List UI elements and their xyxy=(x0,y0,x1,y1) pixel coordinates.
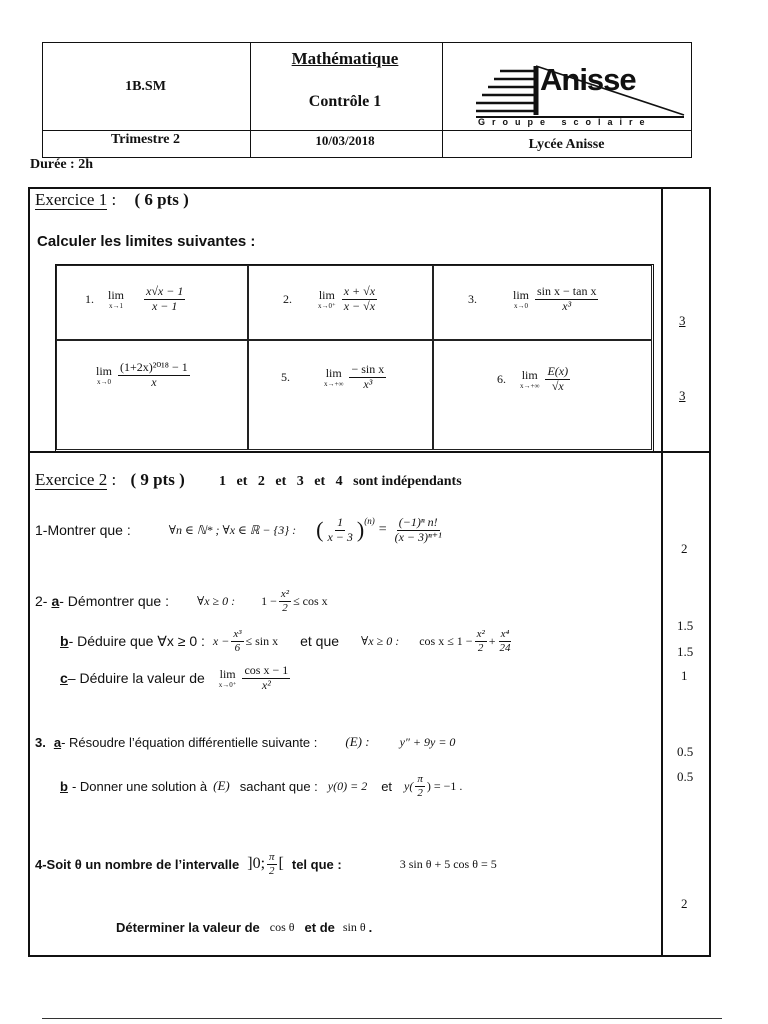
exercise-2-colon: : xyxy=(111,470,117,489)
math-text: y( xyxy=(404,778,414,793)
question-4-text: 4-Soit θ un nombre de l’intervalle xyxy=(35,856,240,872)
math-text: ≤ cos x xyxy=(293,593,328,608)
limit-2 xyxy=(283,285,379,314)
fraction-denominator: x − 1 xyxy=(151,298,178,313)
question-2-number: 2- xyxy=(35,593,48,610)
fraction-numerator: x² xyxy=(280,588,290,600)
fraction-denominator: x xyxy=(151,374,157,389)
duration-label: Durée : 2h xyxy=(30,157,93,172)
fraction-numerator: E(x) xyxy=(547,364,569,378)
question-2a-letter: a xyxy=(51,593,60,610)
question-2c-text: – Déduire la valeur de xyxy=(67,670,205,687)
paren-left: ( xyxy=(316,517,324,543)
cos-theta: cos θ xyxy=(269,920,295,934)
question-2a-quantifier: ∀x ≥ 0 : xyxy=(196,593,236,608)
question-2b-text: - Déduire que ∀x ≥ 0 : xyxy=(68,632,205,649)
plus-sign: + xyxy=(488,633,496,648)
fraction-denominator: 2 xyxy=(269,864,275,877)
score-q2b: 1.5 xyxy=(677,644,694,659)
equation-label: (E) : xyxy=(345,734,370,749)
question-1-label: 1-Montrer que : xyxy=(35,522,131,539)
limit-number: 6. xyxy=(497,371,506,386)
lim-subscript: x→0 xyxy=(514,302,528,311)
lim-subscript: x→0 xyxy=(97,378,111,387)
limit-6 xyxy=(497,365,572,394)
lim-symbol: lim xyxy=(318,288,335,303)
limit-3 xyxy=(468,285,600,314)
lim-subscript: x→+∞ xyxy=(520,382,540,391)
score-q3b: 0.5 xyxy=(677,769,694,784)
fraction-numerator: π xyxy=(269,851,275,863)
fraction-denominator: √x xyxy=(551,378,564,393)
question-2b xyxy=(60,628,515,654)
math-text: cos x ≤ 1 − xyxy=(419,633,473,648)
fraction-denominator: x³ xyxy=(363,376,373,391)
equation-ref: (E) xyxy=(213,778,230,794)
exercise-1-instruction: Calculer les limites suivantes : xyxy=(37,233,256,250)
fraction-numerator: (1+2x)²⁰¹⁸ − 1 xyxy=(120,360,188,374)
question-3a xyxy=(35,734,455,750)
math-text: ≤ sin x xyxy=(245,633,279,648)
fraction-denominator: 2 xyxy=(417,786,423,799)
question-4-det-text: Déterminer la valeur de xyxy=(116,920,260,935)
exercise-1-title: Exercice 1 xyxy=(35,190,108,209)
date-label: 10/03/2018 xyxy=(315,133,375,148)
conjunction: et que xyxy=(300,633,340,650)
exercise-2-title: Exercice 2 xyxy=(35,470,108,489)
logo-wordmark: Anisse xyxy=(540,62,636,97)
lim-symbol: lim xyxy=(513,288,530,303)
fraction-denominator: x³ xyxy=(562,298,572,313)
fraction-denominator: (x − 3)ⁿ⁺¹ xyxy=(394,529,442,544)
fraction-denominator: x − √x xyxy=(343,298,376,313)
limit-number: 2. xyxy=(283,291,292,306)
question-3b-letter: b xyxy=(60,778,68,794)
question-1-quantifier: ∀n ∈ ℕ* ; ∀x ∈ ℝ − {3} : xyxy=(168,522,297,537)
fraction-numerator: cos x − 1 xyxy=(244,663,289,677)
subject-title: Mathématique xyxy=(291,49,399,68)
question-2c xyxy=(60,664,292,693)
question-2b-quantifier: ∀x ≥ 0 : xyxy=(361,633,400,648)
question-2a xyxy=(35,588,328,614)
question-2b-letter: b xyxy=(60,633,69,650)
paren-right: ) xyxy=(356,517,365,543)
lim-symbol: lim xyxy=(96,364,113,379)
fraction-denominator: 2 xyxy=(282,601,288,614)
fraction-numerator: (−1)ⁿ n! xyxy=(398,515,438,529)
question-3b xyxy=(60,773,462,799)
conjunction: et de xyxy=(304,920,335,935)
fraction-denominator: 6 xyxy=(234,641,241,654)
math-text: 1 − xyxy=(261,593,277,608)
limit-cell-5 xyxy=(248,340,433,450)
sin-theta: sin θ xyxy=(342,920,366,934)
lim-subscript: x→0⁺ xyxy=(218,681,237,690)
fraction-numerator: π xyxy=(417,773,423,785)
fraction-denominator: x² xyxy=(261,677,271,692)
lim-symbol: lim xyxy=(219,667,236,682)
score-ex1-a: 3 xyxy=(679,313,686,328)
question-2c-letter: c xyxy=(60,670,68,687)
equals-sign: = xyxy=(378,522,387,538)
conjunction: et xyxy=(381,778,393,794)
exercise-1-heading xyxy=(35,190,189,210)
interval-close: [ xyxy=(278,855,284,873)
fraction-numerator: x√x − 1 xyxy=(146,284,184,298)
lim-symbol: lim xyxy=(325,366,342,381)
lim-subscript: x→1 xyxy=(109,302,123,311)
fraction-numerator: x² xyxy=(476,628,485,640)
limit-1 xyxy=(85,285,187,314)
fraction-denominator: 2 xyxy=(477,641,484,654)
math-text: x − xyxy=(212,633,230,648)
question-1 xyxy=(35,516,446,545)
score-ex1-b: 3 xyxy=(679,388,686,403)
fraction-numerator: − sin x xyxy=(351,362,385,376)
interval-open: ]0; xyxy=(247,855,266,873)
question-4-determine xyxy=(116,920,372,935)
exercise-2-note: 1 et 2 et 3 et 4 sont indépendants xyxy=(219,474,462,489)
question-3b-text2: sachant que : xyxy=(239,778,318,794)
page-bottom-rule xyxy=(42,1018,722,1019)
question-3-number: 3. xyxy=(35,734,46,750)
class-label: 1B.SM xyxy=(125,79,166,94)
fraction-denominator: 24 xyxy=(499,641,511,654)
differential-equation: y″ + 9y = 0 xyxy=(399,734,456,749)
fraction-numerator: 1 xyxy=(337,515,344,529)
limit-5 xyxy=(281,363,388,392)
initial-condition-1: y(0) = 2 xyxy=(327,778,368,793)
math-text: ) = −1 . xyxy=(426,778,463,793)
score-q2c: 1 xyxy=(681,668,688,683)
limit-number: 3. xyxy=(468,291,477,306)
question-3a-letter: a xyxy=(53,734,62,750)
limit-cell-6 xyxy=(433,340,652,450)
lim-symbol: lim xyxy=(108,288,125,303)
school-name: Lycée Anisse xyxy=(528,137,605,152)
score-q3a: 0.5 xyxy=(677,744,694,759)
question-4 xyxy=(35,851,497,877)
lim-symbol: lim xyxy=(521,368,538,383)
exercise-2-points: ( 9 pts ) xyxy=(130,470,185,489)
lim-subscript: x→+∞ xyxy=(324,380,344,389)
question-3a-text: - Résoudre l’équation différentielle suivante : xyxy=(61,734,318,750)
question-4-text2: tel que : xyxy=(291,856,342,872)
score-q4: 2 xyxy=(681,896,688,911)
limit-number: 5. xyxy=(281,369,290,384)
exam-title: Contrôle 1 xyxy=(308,93,382,110)
score-q2a: 1.5 xyxy=(677,618,694,633)
question-3b-text: - Donner une solution à xyxy=(71,778,208,794)
score-column-divider xyxy=(661,189,663,955)
limit-number: 1. xyxy=(85,291,94,306)
exercise-2-heading xyxy=(35,470,462,490)
fraction-numerator: x + √x xyxy=(343,284,376,298)
fraction-numerator: sin x − tan x xyxy=(537,284,597,298)
trig-equation: 3 sin θ + 5 cos θ = 5 xyxy=(399,856,497,871)
sentence-end: . xyxy=(368,920,373,935)
lim-subscript: x→0⁺ xyxy=(318,302,336,311)
exercise-1-points: ( 6 pts ) xyxy=(134,190,189,209)
fraction-denominator: x − 3 xyxy=(327,529,353,544)
fraction-numerator: x⁴ xyxy=(500,628,510,640)
fraction-numerator: x³ xyxy=(233,628,242,640)
exercise-1-colon: : xyxy=(111,190,117,209)
question-2a-text: - Démontrer que : xyxy=(59,593,169,610)
score-q1: 2 xyxy=(681,541,688,556)
limit-cell-4 xyxy=(56,340,248,450)
term-label: Trimestre 2 xyxy=(110,132,181,147)
logo-subtitle: Groupe scolaire xyxy=(478,117,652,127)
limit-4 xyxy=(96,361,192,390)
derivative-order: (n) xyxy=(364,516,375,526)
